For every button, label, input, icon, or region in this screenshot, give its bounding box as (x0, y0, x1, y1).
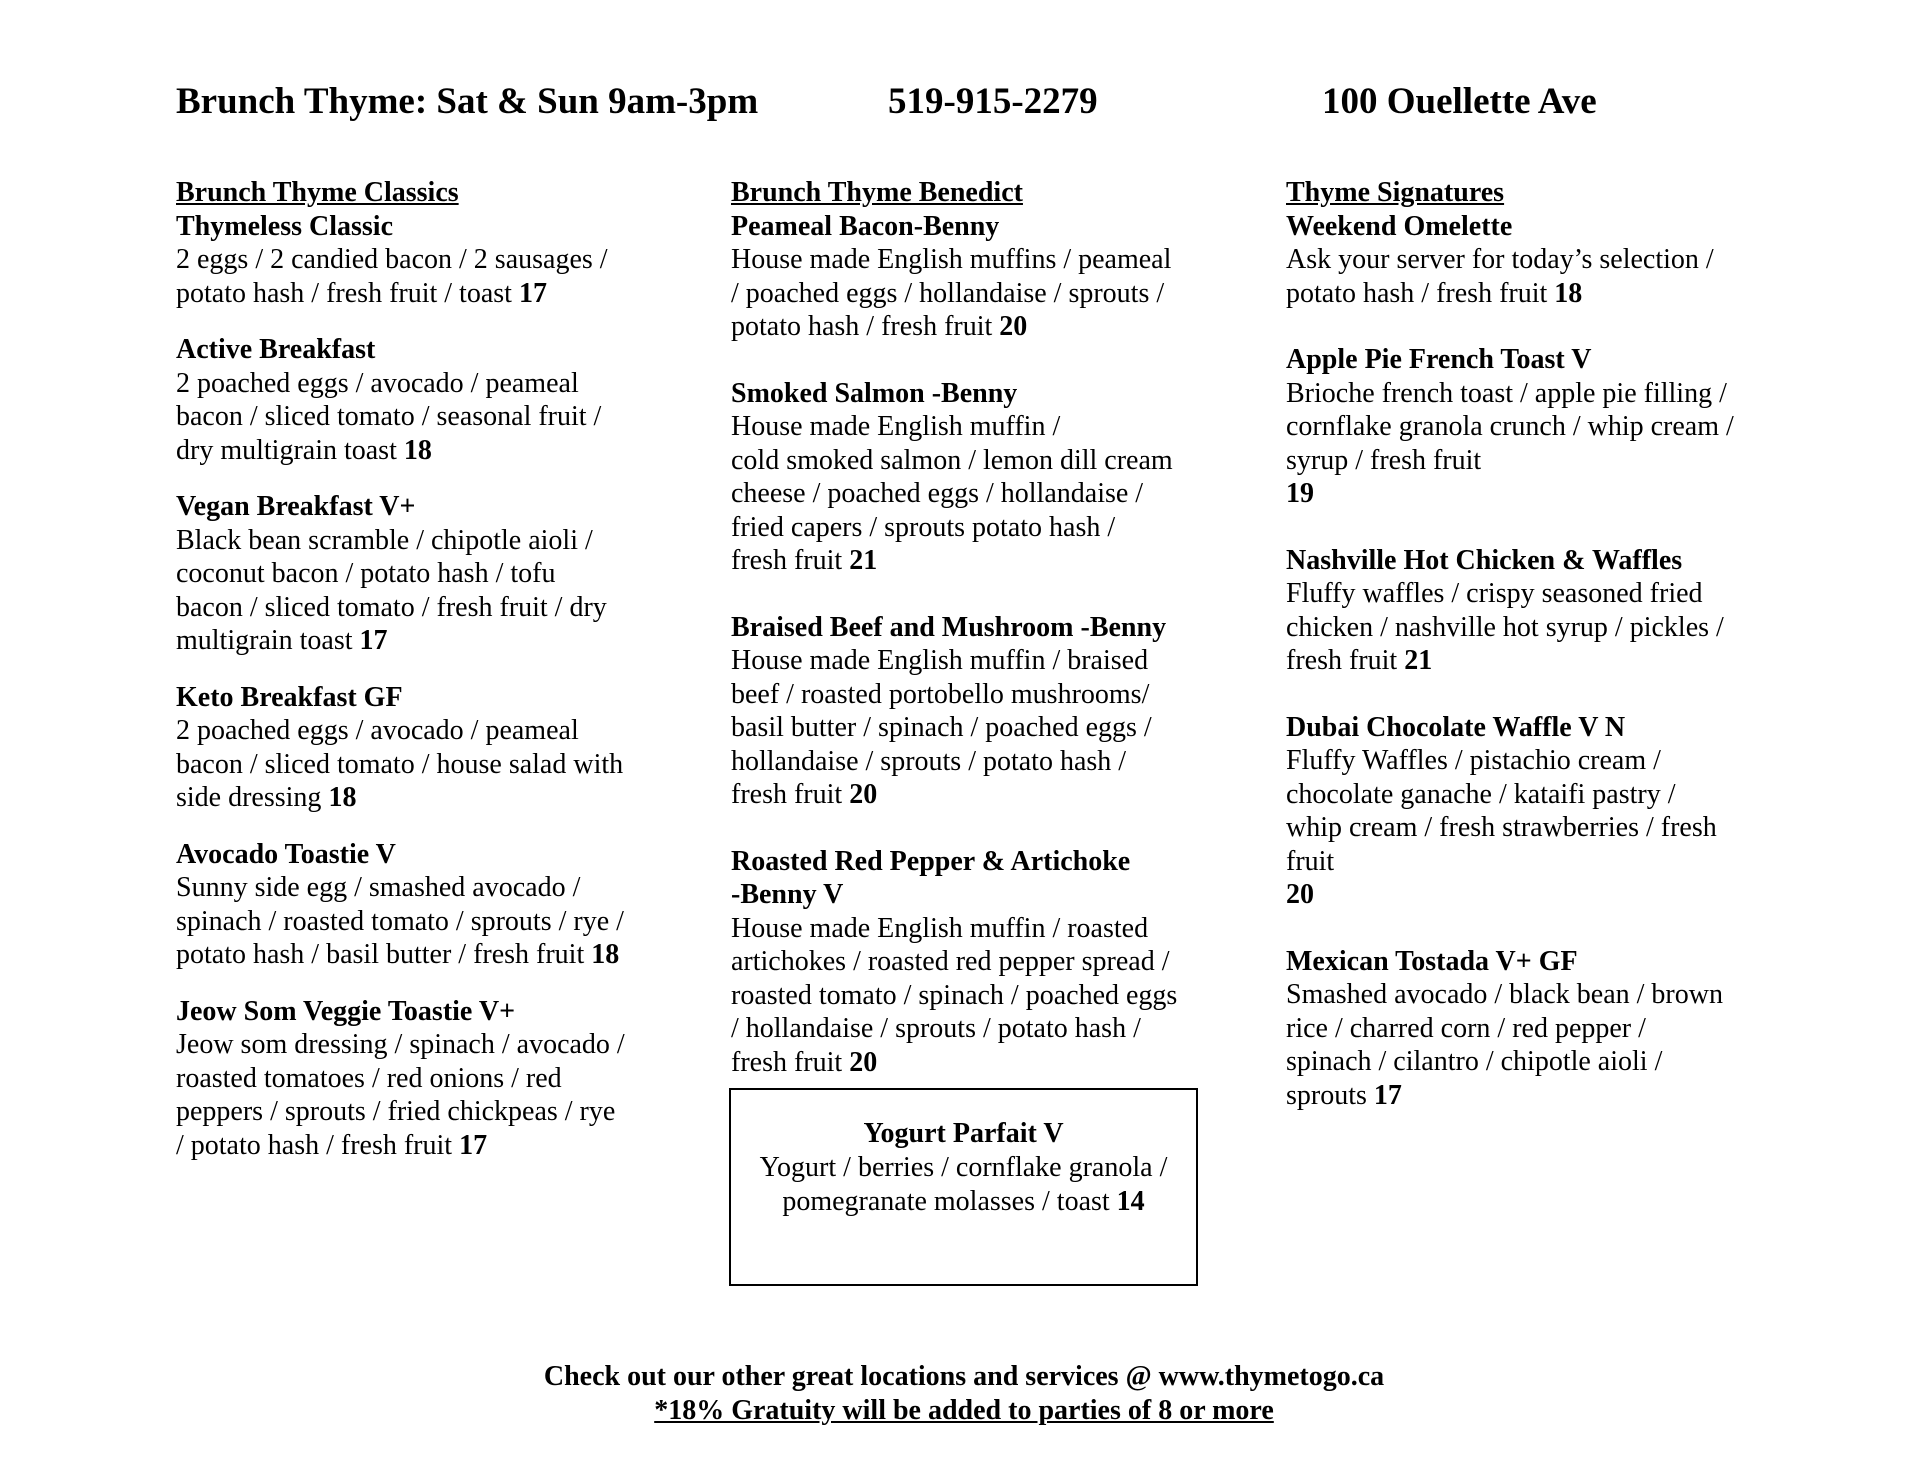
item-name: Vegan Breakfast V+ (176, 491, 416, 522)
menu-item-vegan-breakfast (176, 490, 676, 658)
signatures-column (1286, 176, 1786, 1112)
item-description: chicken / nashville hot syrup / pickles / (1286, 611, 1724, 643)
menu-item-peameal-benny (731, 210, 1231, 344)
item-name: Jeow Som Veggie Toastie V+ (176, 995, 516, 1027)
item-description: Fluffy waffles / crispy seasoned fried (1286, 578, 1703, 609)
item-name: -Benny V (731, 879, 844, 910)
item-description: pomegranate molasses / toast 14 (782, 1186, 1145, 1217)
address: 100 Ouellette Ave (1322, 81, 1597, 122)
item-description: House made English muffin / roasted (731, 912, 1149, 944)
item-description: / poached eggs / hollandaise / sprouts / (731, 277, 1165, 309)
menu-item-mexican-tostada (1286, 945, 1786, 1113)
item-description: basil butter / spinach / poached eggs / (731, 712, 1152, 743)
item-name: Mexican Tostada V+ GF (1286, 945, 1578, 977)
item-price: 19 (1286, 478, 1314, 509)
item-description: / hollandaise / sprouts / potato hash / (731, 1013, 1141, 1044)
item-price: 20 (849, 779, 878, 810)
menu-item-nashville-hot-chicken (1286, 544, 1786, 678)
item-description: bacon / sliced tomato / fresh fruit / dry (176, 591, 607, 623)
item-name: Thymeless Classic (176, 210, 393, 242)
menu-header (0, 78, 1920, 126)
item-price: 21 (849, 545, 878, 576)
menu-item-apple-pie-french-toast (1286, 343, 1786, 511)
item-price: 20 (999, 311, 1028, 342)
item-name: Apple Pie French Toast V (1286, 344, 1592, 375)
item-description: / potato hash / fresh fruit 17 (176, 1129, 488, 1161)
item-description: fried capers / sprouts potato hash / (731, 511, 1116, 543)
item-description: chocolate ganache / kataifi pastry / (1286, 778, 1676, 810)
menu-item-roasted-red-pepper-benny (731, 845, 1231, 1080)
menu-item-avocado-toastie (176, 838, 676, 972)
item-name: Peameal Bacon-Benny (731, 210, 1000, 242)
item-name: Active Breakfast (176, 334, 376, 365)
item-description: House made English muffin / (731, 411, 1061, 442)
gratuity-note: *18% Gratuity will be added to parties of 8 or more (654, 1395, 1274, 1426)
item-description: potato hash / basil butter / fresh fruit 18 (176, 939, 620, 970)
item-name: Smoked Salmon -Benny (731, 377, 1018, 409)
item-name: Roasted Red Pepper & Artichoke (731, 845, 1131, 877)
item-description: 2 poached eggs / avocado / peameal (176, 715, 579, 746)
item-description: bacon / sliced tomato / house salad with (176, 748, 624, 780)
phone-number: 519-915-2279 (888, 81, 1098, 122)
item-description: House made English muffin / braised (731, 645, 1149, 676)
menu-item-keto-breakfast (176, 681, 676, 815)
item-description: fresh fruit 20 (731, 779, 878, 810)
item-description: 2 eggs / 2 candied bacon / 2 sausages / (176, 244, 608, 275)
classics-column (176, 176, 676, 1162)
locations-note: Check out our other great locations and services @ www.thymetogo.ca (543, 1361, 1385, 1392)
restaurant-hours-title: Brunch Thyme: Sat & Sun 9am-3pm (176, 81, 759, 122)
item-price: 21 (1404, 645, 1433, 676)
item-description: potato hash / fresh fruit / toast 17 (176, 277, 547, 309)
item-description: bacon / sliced tomato / seasonal fruit / (176, 401, 602, 432)
item-description: potato hash / fresh fruit 20 (731, 311, 1028, 342)
item-description: Yogurt / berries / cornflake granola / (759, 1152, 1168, 1183)
item-price: 18 (1554, 277, 1583, 309)
item-price: 18 (403, 434, 432, 466)
item-description: dry multigrain toast 18 (176, 434, 432, 466)
yogurt-parfait-box (729, 1088, 1198, 1286)
item-name: Nashville Hot Chicken & Waffles (1286, 544, 1683, 576)
section-title-signatures: Thyme Signatures (1286, 177, 1505, 208)
item-price: 20 (1286, 879, 1314, 910)
item-description: sprouts 17 (1286, 1079, 1402, 1111)
menu-item-braised-beef-benny (731, 611, 1231, 812)
item-description: cold smoked salmon / lemon dill cream (731, 444, 1173, 476)
item-name: Yogurt Parfait V (863, 1118, 1064, 1149)
item-name: Avocado Toastie V (176, 838, 396, 870)
benedict-column (731, 176, 1231, 1079)
menu-item-smoked-salmon-benny (731, 377, 1231, 578)
item-name: Braised Beef and Mushroom -Benny (731, 611, 1167, 643)
item-description: Smashed avocado / black bean / brown (1286, 979, 1723, 1010)
item-price: 18 (328, 782, 357, 813)
item-description: beef / roasted portobello mushrooms/ (731, 678, 1150, 710)
section-title-benedict: Brunch Thyme Benedict (731, 177, 1023, 208)
item-description: cheese / poached eggs / hollandaise / (731, 478, 1144, 509)
item-description: Black bean scramble / chipotle aioli / (176, 524, 593, 556)
menu-footer (0, 1360, 1920, 1428)
item-description: multigrain toast 17 (176, 625, 388, 656)
item-description: hollandaise / sprouts / potato hash / (731, 745, 1127, 777)
section-title-classics: Brunch Thyme Classics (176, 177, 459, 208)
item-description: side dressing 18 (176, 782, 357, 813)
item-description: fruit (1286, 845, 1335, 877)
item-description: roasted tomato / spinach / poached eggs (731, 979, 1178, 1011)
item-price: 20 (849, 1046, 878, 1078)
menu-item-weekend-omelette (1286, 210, 1786, 311)
item-description: coconut bacon / potato hash / tofu (176, 558, 556, 589)
item-description: Fluffy Waffles / pistachio cream / (1286, 745, 1661, 776)
item-description: whip cream / fresh strawberries / fresh (1286, 812, 1717, 843)
item-description: House made English muffins / peameal (731, 244, 1172, 275)
item-description: Sunny side egg / smashed avocado / (176, 872, 581, 903)
item-description: cornflake granola crunch / whip cream / (1286, 411, 1734, 442)
item-description: roasted tomatoes / red onions / red (176, 1062, 562, 1094)
item-price: 17 (1373, 1079, 1402, 1111)
item-description: Ask your server for today’s selection / (1286, 244, 1714, 275)
menu-item-dubai-chocolate-waffle (1286, 711, 1786, 912)
menu-item-jeow-som-toastie (176, 995, 676, 1163)
item-description: Brioche french toast / apple pie filling / (1286, 377, 1727, 409)
item-description: syrup / fresh fruit (1286, 444, 1482, 476)
item-name: Weekend Omelette (1286, 210, 1513, 242)
item-description: potato hash / fresh fruit 18 (1286, 277, 1583, 309)
item-name: Keto Breakfast GF (176, 681, 403, 713)
item-description: Jeow som dressing / spinach / avocado / (176, 1029, 625, 1060)
menu-item-active-breakfast (176, 333, 676, 467)
item-description: spinach / roasted tomato / sprouts / rye / (176, 905, 624, 937)
item-description: peppers / sprouts / fried chickpeas / rye (176, 1096, 616, 1127)
menu-item-thymeless-classic (176, 210, 676, 311)
item-description: spinach / cilantro / chipotle aioli / (1286, 1046, 1663, 1077)
item-description: rice / charred corn / red pepper / (1286, 1012, 1646, 1044)
item-description: fresh fruit 21 (731, 545, 878, 576)
item-price: 17 (359, 625, 388, 656)
item-price: 17 (459, 1129, 488, 1161)
item-description: artichokes / roasted red pepper spread / (731, 946, 1170, 977)
item-price: 17 (518, 277, 547, 309)
item-description: fresh fruit 20 (731, 1046, 878, 1078)
item-price: 18 (591, 939, 620, 970)
item-description: 2 poached eggs / avocado / peameal (176, 367, 579, 399)
item-description: fresh fruit 21 (1286, 645, 1433, 676)
item-name: Dubai Chocolate Waffle V N (1286, 711, 1626, 743)
item-price: 14 (1116, 1186, 1145, 1217)
